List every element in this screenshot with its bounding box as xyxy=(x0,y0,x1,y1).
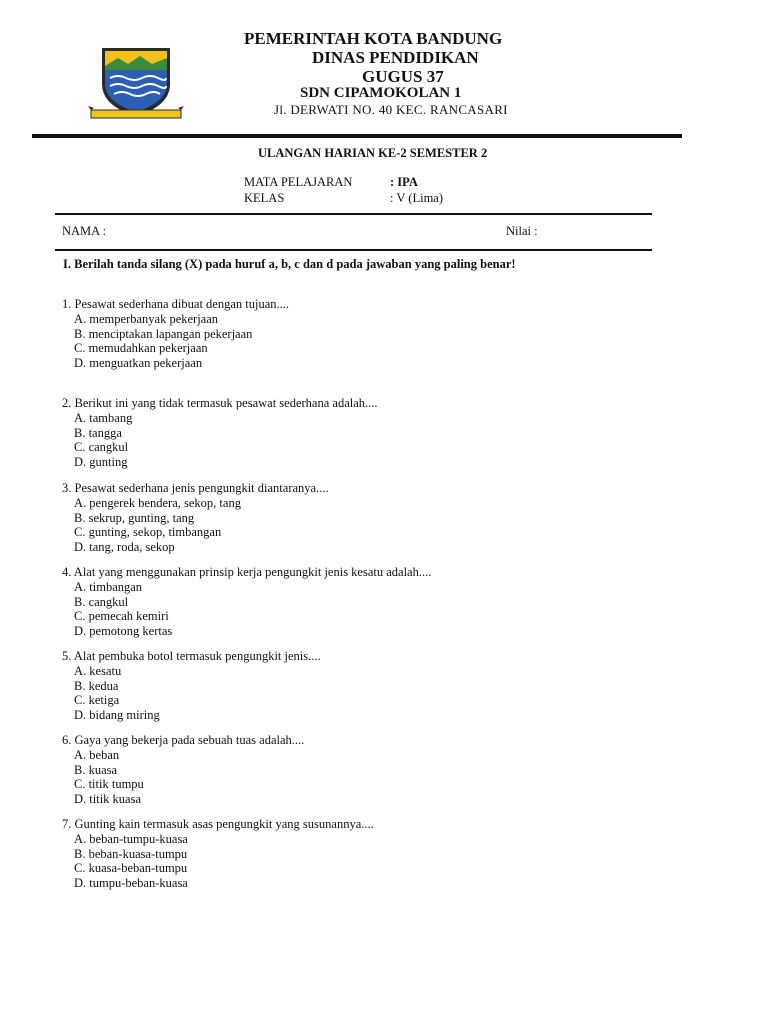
exam-title: ULANGAN HARIAN KE-2 SEMESTER 2 xyxy=(258,146,488,160)
answer-option[interactable]: D. titik kuasa xyxy=(74,791,142,806)
question-stem: 6. Gaya yang bekerja pada sebuah tuas adalah.... xyxy=(62,733,305,747)
question-stem: 4. Alat yang menggunakan prinsip kerja pengungkit jenis kesatu adalah.... xyxy=(62,565,432,579)
answer-option[interactable]: D. tang, roda, sekop xyxy=(74,539,175,554)
answer-option[interactable]: A. beban-tumpu-kuasa xyxy=(74,832,188,846)
answer-option[interactable]: B. cangkul xyxy=(74,594,129,609)
answer-option[interactable]: C. pemecah kemiri xyxy=(74,609,169,623)
answer-option[interactable]: A. memperbanyak pekerjaan xyxy=(74,312,219,326)
answer-option[interactable]: A. kesatu xyxy=(74,664,122,678)
answer-option[interactable]: A. beban xyxy=(74,748,120,762)
answer-option[interactable]: C. titik tumpu xyxy=(74,777,144,791)
answer-option[interactable]: A. tambang xyxy=(74,411,133,425)
header-school: SDN CIPAMOKOLAN 1 xyxy=(300,85,462,101)
name-label: NAMA : xyxy=(62,224,107,238)
answer-option[interactable]: B. menciptakan lapangan pekerjaan xyxy=(74,326,253,341)
class-value: : V (Lima) xyxy=(390,191,444,205)
answer-option[interactable]: B. tangga xyxy=(74,425,122,440)
answer-option[interactable]: B. kedua xyxy=(74,678,119,693)
answer-option[interactable]: D. bidang miring xyxy=(74,707,160,722)
answer-option[interactable]: C. memudahkan pekerjaan xyxy=(74,341,208,355)
question-stem: 1. Pesawat sederhana dibuat dengan tujuan.... xyxy=(62,297,290,311)
answer-option[interactable]: D. menguatkan pekerjaan xyxy=(74,355,203,370)
header-government: PEMERINTAH KOTA BANDUNG xyxy=(244,29,503,48)
subject-value: : IPA xyxy=(390,175,418,189)
header-cluster: GUGUS 37 xyxy=(362,67,444,86)
score-label: Nilai : xyxy=(506,224,538,238)
answer-option[interactable]: D. gunting xyxy=(74,454,128,469)
question-stem: 5. Alat pembuka botol termasuk pengungkit jenis.... xyxy=(62,649,321,663)
answer-option[interactable]: A. timbangan xyxy=(74,580,143,594)
answer-option[interactable]: C. kuasa-beban-tumpu xyxy=(74,861,188,875)
question-stem: 3. Pesawat sederhana jenis pengungkit diantaranya.... xyxy=(62,481,329,495)
subject-label: MATA PELAJARAN xyxy=(244,175,353,189)
answer-option[interactable]: C. ketiga xyxy=(74,693,120,707)
answer-option[interactable]: C. gunting, sekop, timbangan xyxy=(74,525,222,539)
question-stem: 2. Berikut ini yang tidak termasuk pesawat sederhana adalah.... xyxy=(62,396,378,410)
answer-option[interactable]: B. sekrup, gunting, tang xyxy=(74,510,195,525)
answer-option[interactable]: B. beban-kuasa-tumpu xyxy=(74,846,188,861)
question-stem: 7. Gunting kain termasuk asas pengungkit yang susunannya.... xyxy=(62,817,374,831)
answer-option[interactable]: D. pemotong kertas xyxy=(74,623,173,638)
header-agency: DINAS PENDIDIKAN xyxy=(312,48,479,67)
answer-option[interactable]: B. kuasa xyxy=(74,762,118,777)
class-label: KELAS xyxy=(244,191,285,205)
answer-option[interactable]: D. tumpu-beban-kuasa xyxy=(74,875,188,890)
answer-option[interactable]: C. cangkul xyxy=(74,440,129,454)
answer-option[interactable]: A. pengerek bendera, sekop, tang xyxy=(74,496,241,510)
header-address: Jl. DERWATI NO. 40 KEC. RANCASARI xyxy=(274,102,508,117)
instruction: I. Berilah tanda silang (X) pada huruf a, b, c dan d pada jawaban yang paling benar! xyxy=(63,257,516,271)
